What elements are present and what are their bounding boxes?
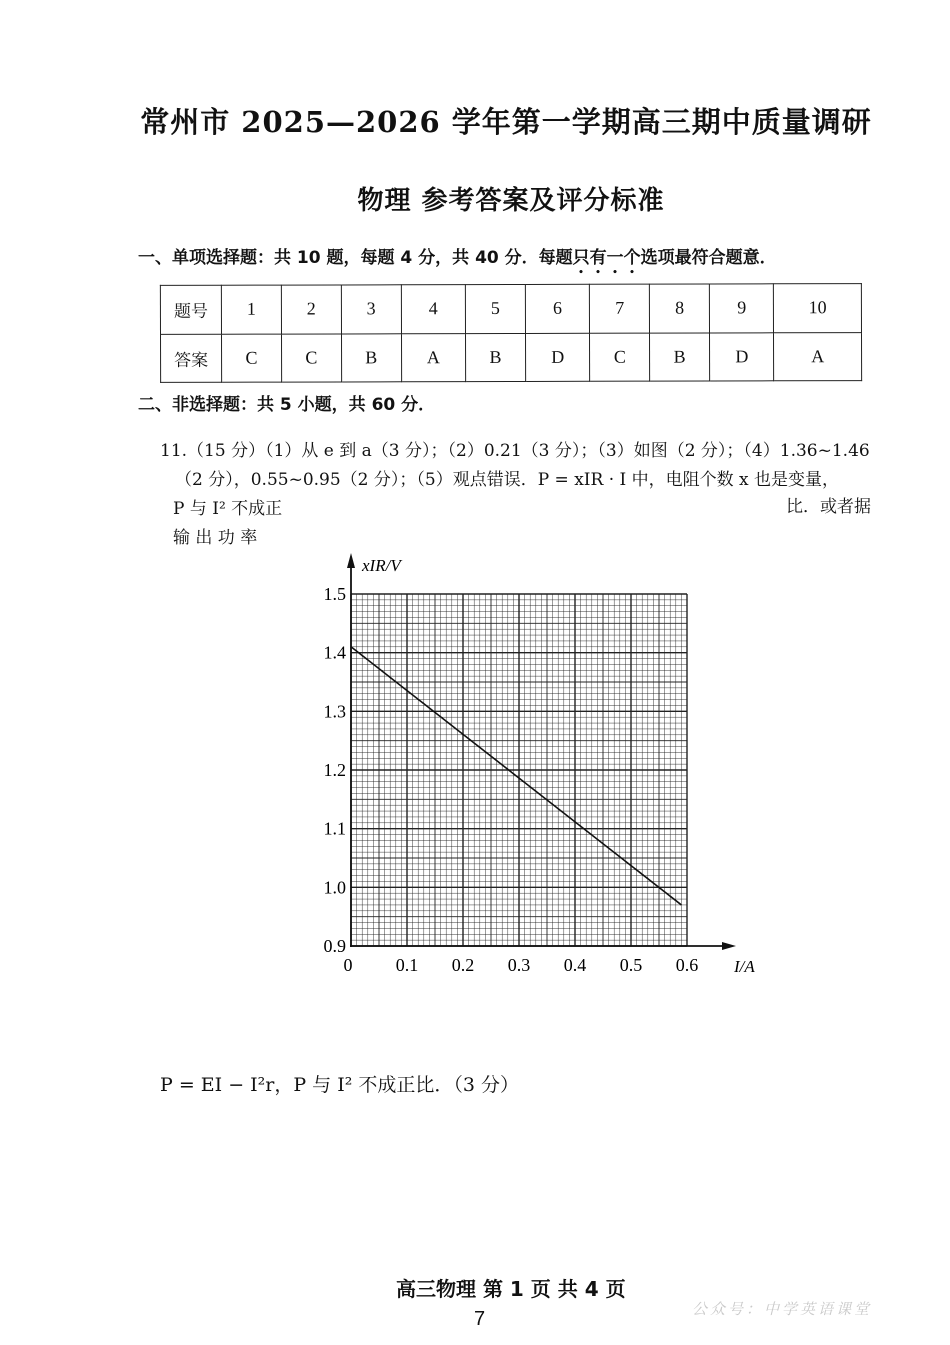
- q11-line-3-left: P 与 I² 不成正: [173, 499, 283, 519]
- table-cell: C: [281, 333, 341, 382]
- table-cell: 2: [281, 285, 341, 334]
- q11-line-3-right: 比．或者据: [786, 497, 871, 517]
- x-tick-label: 0.3: [507, 955, 531, 975]
- table-cell: 5: [465, 284, 525, 333]
- page-title: 常州市 2025—2026 学年第一学期高三期中质量调研: [140, 105, 872, 139]
- x-tick-label: 0.2: [451, 955, 475, 975]
- q11-line-1: 11.（15 分）（1）从 e 到 a（3 分）；（2）0.21（3 分）；（3）如图（2 分）；（4）1.36~1.46: [160, 441, 870, 461]
- y-tick-label: 1.4: [323, 642, 346, 663]
- page-subtitle: 物理 参考答案及评分标准: [357, 186, 665, 216]
- x-tick-label: 0.5: [619, 955, 643, 975]
- y-tick-label: 1.1: [323, 818, 346, 839]
- watermark: 公众号：中学英语课堂: [692, 1300, 873, 1318]
- table-cell: C: [590, 333, 650, 382]
- page-number: 7: [474, 1308, 486, 1330]
- table-cell: B: [650, 332, 710, 381]
- x-axis-label: I/A: [734, 957, 755, 976]
- x-axis-arrow-icon: [722, 942, 736, 950]
- y-tick-label: 1.2: [323, 760, 346, 780]
- graph-grid: [351, 594, 687, 946]
- y-tick-label: 1.5: [323, 584, 346, 604]
- table-cell: 8: [650, 284, 710, 333]
- x-tick-label: 0.1: [395, 955, 419, 975]
- table-cell: 6: [525, 284, 590, 333]
- x-tick-label: 0: [343, 955, 353, 975]
- table-header-answer: 答案: [161, 334, 222, 383]
- table-cell: C: [222, 334, 282, 383]
- q11-line-2: （2 分），0.55~0.95（2 分）；（5）观点错误．P = xIR · I 中，电阻个数 x 也是变量，: [175, 470, 840, 490]
- y-tick-label: 1.0: [323, 877, 346, 898]
- table-cell: 9: [709, 284, 774, 333]
- x-tick-label: 0.4: [563, 955, 587, 975]
- table-cell: D: [710, 332, 775, 381]
- table-cell: 10: [774, 284, 862, 333]
- table-cell: 7: [590, 284, 650, 333]
- y-tick-label: 0.9: [323, 936, 346, 956]
- table-cell: B: [341, 333, 401, 382]
- section-1-emphasis: 只有一个: [572, 248, 641, 268]
- q11-formula: P = EI − I²r，P 与 I² 不成正比．（3 分）: [160, 1074, 520, 1096]
- section-2-heading: 二、非选择题：共 5 小题，共 60 分．: [138, 395, 436, 415]
- table-cell: A: [774, 332, 862, 381]
- section-1-text-before: 一、单项选择题：共 10 题，每题 4 分，共 40 分．每题: [138, 248, 573, 268]
- table-cell: 1: [221, 285, 281, 334]
- section-1-text-after: 选项最符合题意．: [640, 248, 777, 268]
- x-tick-label: 0.6: [675, 955, 699, 975]
- table-header-number: 题号: [160, 285, 221, 334]
- y-axis-label: xIR/V: [362, 556, 401, 575]
- table-cell: 4: [401, 285, 466, 334]
- table-cell: D: [525, 333, 590, 382]
- q11-line-4: 输 出 功 率: [173, 528, 258, 548]
- page-footer: 高三物理 第 1 页 共 4 页: [396, 1277, 626, 1301]
- y-tick-label: 1.3: [323, 701, 346, 722]
- table-cell: B: [466, 333, 526, 382]
- table-cell: A: [401, 333, 466, 382]
- table-cell: 3: [341, 285, 401, 334]
- y-axis-arrow-icon: [347, 553, 355, 568]
